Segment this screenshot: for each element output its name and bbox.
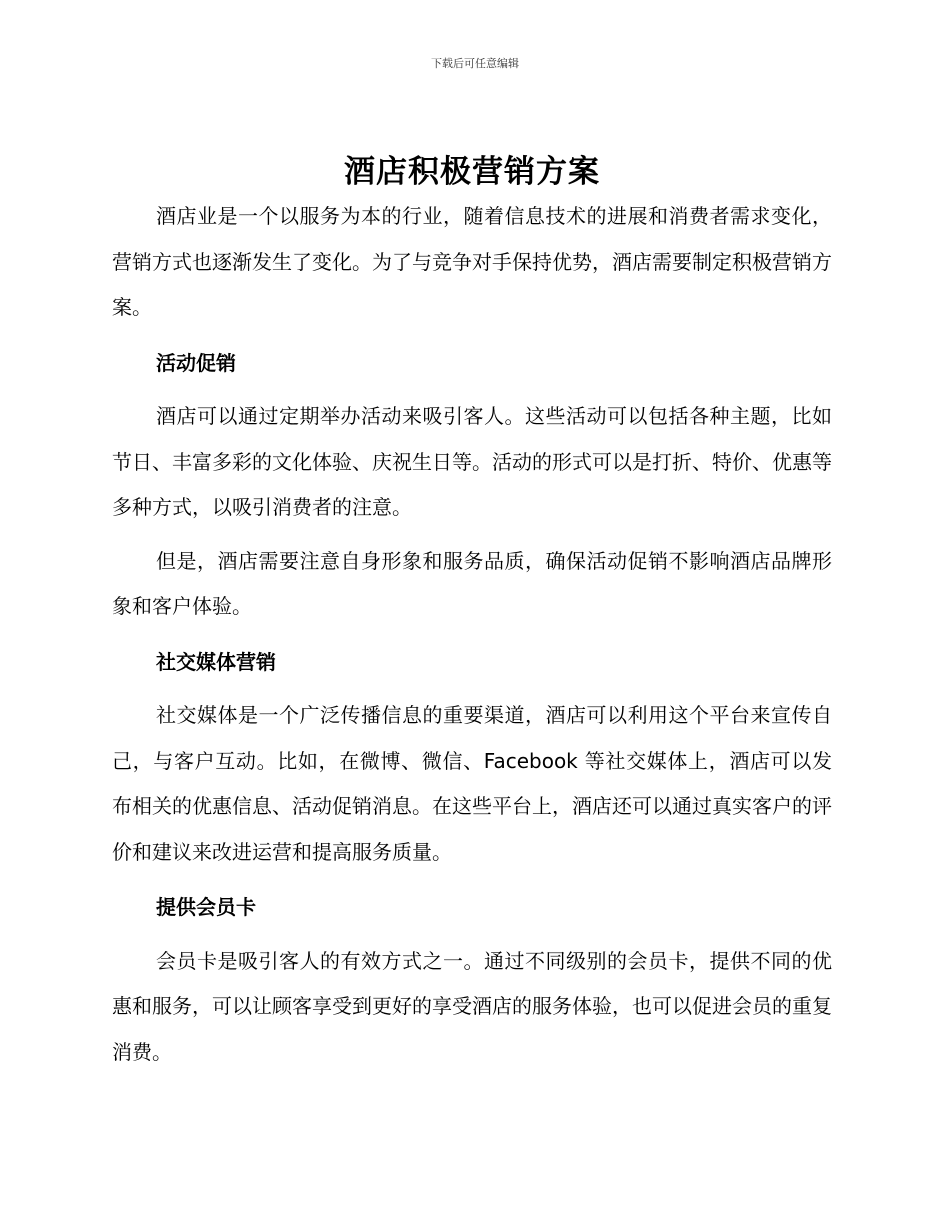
section-heading: 提供会员卡 xyxy=(156,895,256,919)
header-note: 下载后可任意编辑 xyxy=(431,57,519,70)
section-social-media xyxy=(112,640,832,876)
section-heading: 社交媒体营销 xyxy=(156,649,276,674)
section-membership xyxy=(112,885,832,1075)
document-content xyxy=(112,150,832,1075)
section-paragraph: 社交媒体是一个广泛传播信息的重要渠道，酒店可以利用这个平台来宣传自己，与客户互动。比如，在微博、微信、Facebook 等社交媒体上，酒店可以发布相关的优惠信息、活动促销消息。在这些平台上，酒店还可以通过真实客户的评价和建议来改进运营和提高服务质量。 xyxy=(112,703,832,864)
section-promotions xyxy=(112,341,832,630)
section-paragraph: 酒店可以通过定期举办活动来吸引客人。这些活动可以包括各种主题，比如节日、丰富多彩的文化体验、庆祝生日等。活动的形式可以是打折、特价、优惠等多种方式，以吸引消费者的注意。 xyxy=(112,404,832,519)
intro-paragraph: 酒店业是一个以服务为本的行业，随着信息技术的进展和消费者需求变化，营销方式也逐渐发生了变化。为了与竞争对手保持优势，酒店需要制定积极营销方案。 xyxy=(112,204,832,319)
document-title: 酒店积极营销方案 xyxy=(344,154,600,190)
section-paragraph: 会员卡是吸引客人的有效方式之一。通过不同级别的会员卡，提供不同的优惠和服务，可以让顾客享受到更好的享受酒店的服务体验，也可以促进会员的重复消费。 xyxy=(112,948,832,1064)
section-paragraph: 但是，酒店需要注意自身形象和服务品质，确保活动促销不影响酒店品牌形象和客户体验。 xyxy=(112,548,832,618)
section-heading: 活动促销 xyxy=(156,350,236,375)
